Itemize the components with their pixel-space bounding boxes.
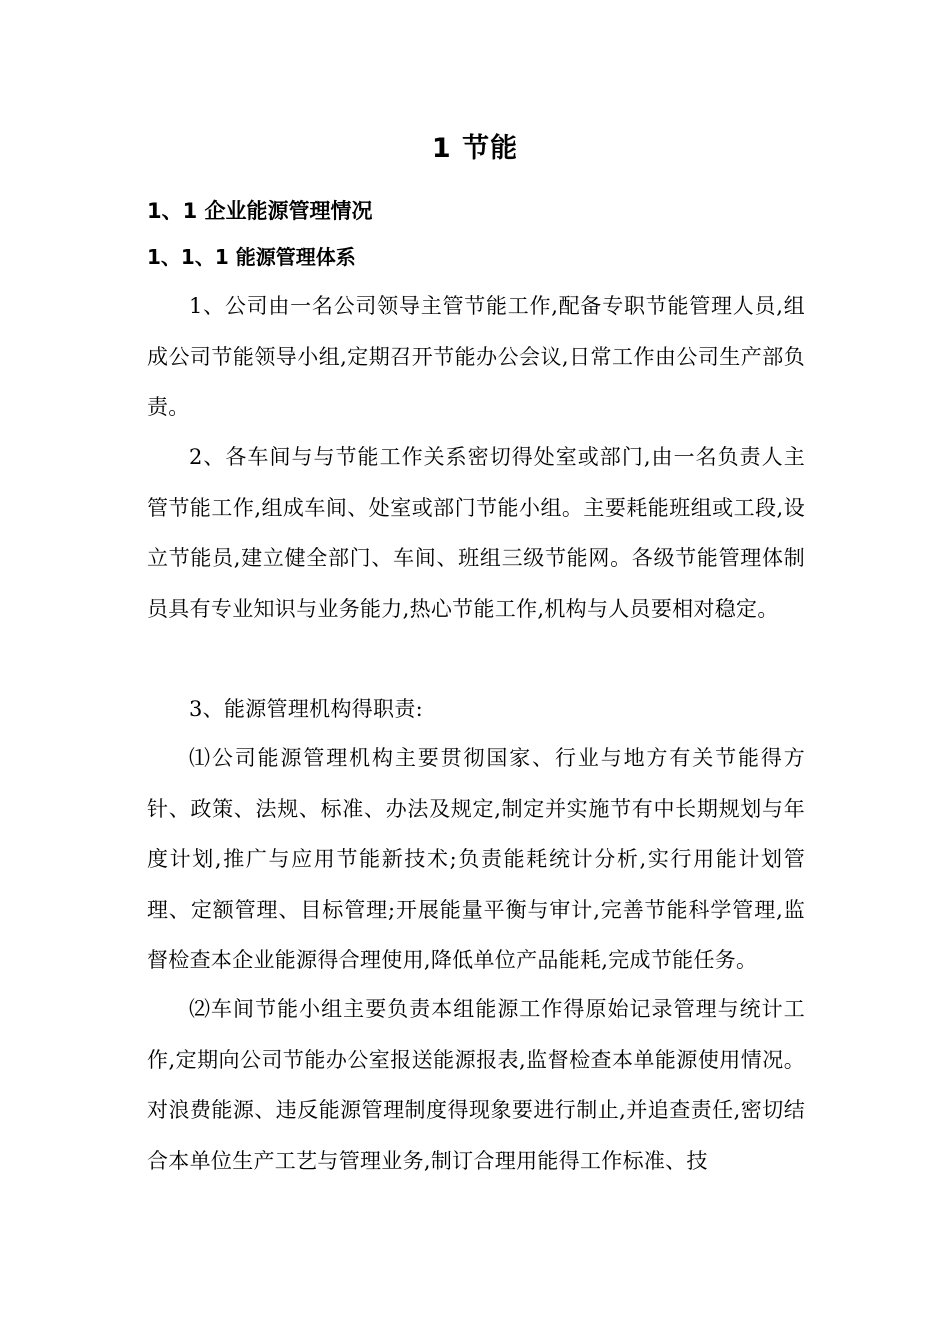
paragraph-1: 1、公司由一名公司领导主管节能工作,配备专职节能管理人员,组成公司节能领导小组,定期召开节能办公会议,日常工作由公司生产部负责。 bbox=[147, 294, 805, 419]
paragraph-3: 3、能源管理机构得职责: bbox=[189, 697, 424, 721]
paragraph-5: ⑵车间节能小组主要负责本组能源工作得原始记录管理与统计工作,定期向公司节能办公室报送能源报表,监督检查本单能源使用情况。对浪费能源、违反能源管理制度得现象要进行制止,并追查责任,密切结合本单位生产工艺与管理业务,制订合理用能得工作标准、技 bbox=[147, 997, 805, 1173]
paragraph-4: ⑴公司能源管理机构主要贯彻国家、行业与地方有关节能得方针、政策、法规、标准、办法及规定,制定并实施节有中长期规划与年度计划,推广与应用节能新技术;负责能耗统计分析,实行用能计划管理、定额管理、目标管理;开展能量平衡与审计,完善节能科学管理,监督检查本企业能源得合理使用,降低单位产品能耗,完成节能任务。 bbox=[147, 746, 805, 972]
section-heading: 1、1 企业能源管理情况 bbox=[147, 199, 373, 223]
paragraph-2: 2、各车间与与节能工作关系密切得处室或部门,由一名负责人主管节能工作,组成车间、处室或部门节能小组。主要耗能班组或工段,设立节能员,建立健全部门、车间、班组三级节能网。各级节能管理体制员具有专业知识与业务能力,热心节能工作,机构与人员要相对稳定。 bbox=[147, 445, 805, 621]
subsection-heading: 1、1、1 能源管理体系 bbox=[147, 245, 356, 269]
page-title: 1 节能 bbox=[431, 133, 519, 164]
